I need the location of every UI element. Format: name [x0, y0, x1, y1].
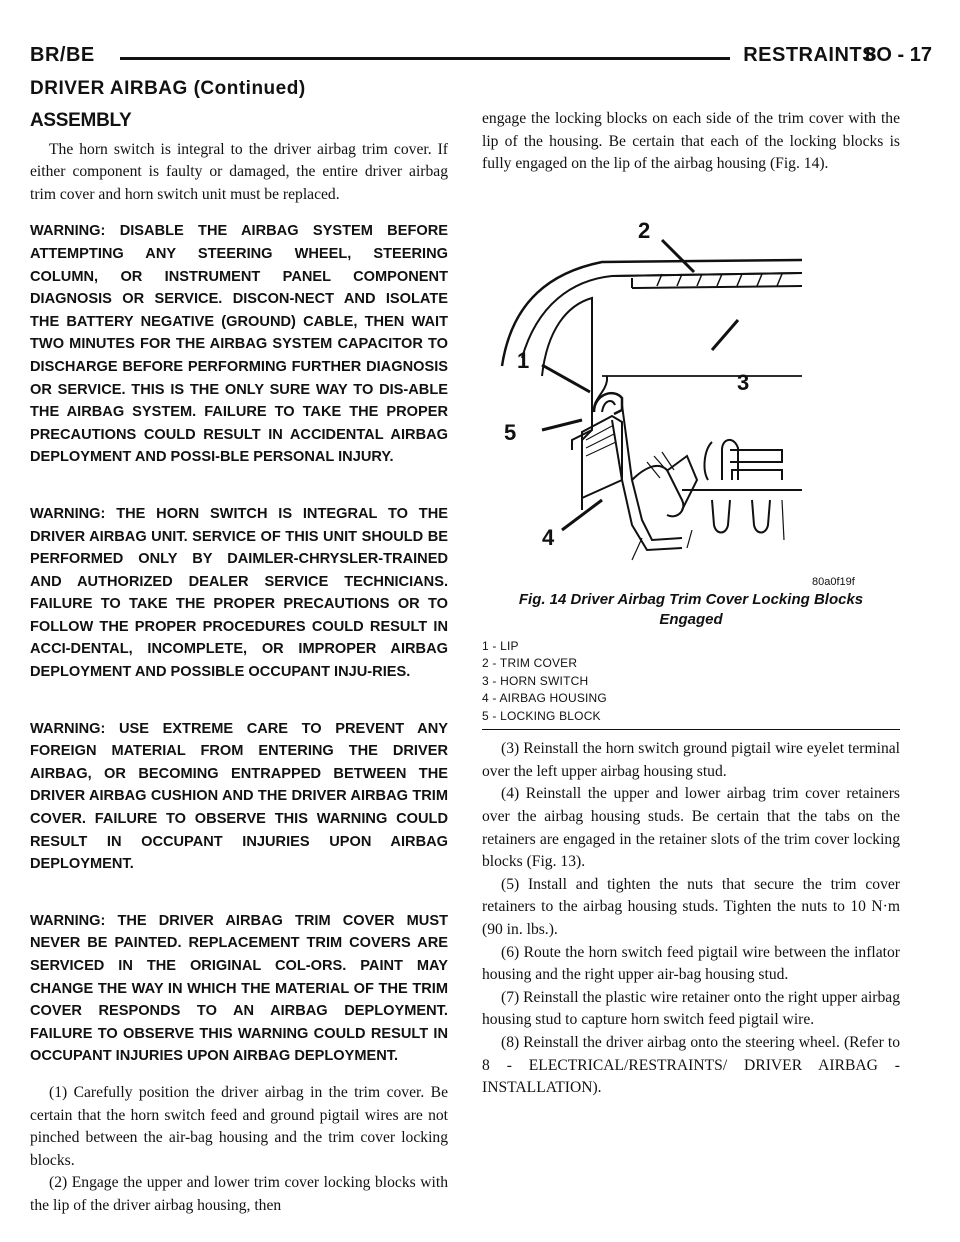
step-1: (1) Carefully position the driver airbag in the trim cover. Be certain that the horn switch feed and ground pigtail wires are not pinched between the air-bag housing and the trim cover locking blocks.	[30, 1083, 448, 1169]
assembly-heading: ASSEMBLY	[30, 110, 132, 131]
step-6: (6) Route the horn switch feed pigtail wire between the inflator housing and the right upper air-bag housing stud.	[482, 943, 900, 984]
legend-item: 5 - LOCKING BLOCK	[482, 708, 601, 723]
warning-never-paint: WARNING: THE DRIVER AIRBAG TRIM COVER MUST NEVER BE PAINTED. REPLACEMENT TRIM COVERS ARE SERVICED IN THE ORIGINAL COL-ORS. PAINT MAY CHANGE THE WAY IN WHICH THE MATERIAL OF THE TRIM COVER RESPONDS TO AN AIRBAG DEPLOYMENT. FAILURE TO OBSERVE THIS WARNING COULD RESULT IN OCCUPANT INJURIES UPON AIRBAG DEPLOYMENT.	[30, 912, 448, 1065]
legend-item: 2 - TRIM COVER	[482, 656, 578, 671]
step-4: (4) Reinstall the upper and lower airbag trim cover retainers over the airbag housing studs. Be certain that the tabs on the retainers are engaged in the retainer slots of the trim cover locking blocks (Fig. 13).	[482, 785, 900, 871]
legend-item: 1 - LIP	[482, 638, 519, 653]
airbag-locking-block-illustration	[482, 180, 900, 590]
step-5: (5) Install and tighten the nuts that secure the trim cover retainers to the airbag housing studs. Tighten the nuts to 10 N·m (90 in. lbs.).	[482, 875, 900, 939]
step-7: (7) Reinstall the plastic wire retainer onto the right upper airbag housing stud to capture horn switch feed pigtail wire.	[482, 988, 900, 1029]
figure-caption	[482, 590, 900, 630]
section-continued-title: DRIVER AIRBAG (Continued)	[30, 78, 306, 99]
header-page-number: 8O - 17	[865, 44, 932, 66]
callout-4: 4	[542, 524, 555, 550]
header-model: BR/BE	[30, 44, 95, 66]
callout-2: 2	[638, 217, 651, 243]
figure-code: 80a0f19f	[812, 575, 855, 588]
warning-horn-switch: WARNING: THE HORN SWITCH IS INTEGRAL TO THE DRIVER AIRBAG UNIT. SERVICE OF THIS UNIT SHOULD BE PERFORMED ONLY BY DAIMLER-CHRYSLER-TRAINED AND AUTHORIZED DEALER SERVICE TECHNICIANS. FAILURE TO TAKE THE PROPER PRECAUTIONS OR TO FOLLOW THE PROPER PROCEDURES COULD RESULT IN ACCI-DENTAL, INCOMPLETE, OR IMPROPER AIRBAG DEPLOYMENT AND POSSIBLE OCCUPANT INJU-RIES.	[30, 505, 448, 681]
right-column	[482, 108, 900, 1100]
figure-14	[482, 180, 900, 590]
step-8: (8) Reinstall the driver airbag onto the steering wheel. (Refer to 8 - ELECTRICAL/RESTRAINTS/ DRIVER AIRBAG - INSTALLATION).	[482, 1034, 900, 1097]
warning-disable-airbag: WARNING: DISABLE THE AIRBAG SYSTEM BEFORE ATTEMPTING ANY STEERING WHEEL, STEERING COLUMN, OR INSTRUMENT PANEL COMPONENT DIAGNOSIS OR SERVICE. DISCON-NECT AND ISOLATE THE BATTERY NEGATIVE (GROUND) CABLE, THEN WAIT TWO MINUTES FOR THE AIRBAG SYSTEM CAPACITOR TO DISCHARGE BEFORE PERFORMING FURTHER DIAGNOSIS OR SERVICE. THIS IS THE ONLY SURE WAY TO DIS-ABLE THE AIRBAG SYSTEM. FAILURE TO TAKE THE PROPER PRECAUTIONS COULD RESULT IN ACCIDENTAL AIRBAG DEPLOYMENT AND POSSI-BLE PERSONAL INJURY.	[30, 223, 448, 466]
header-rule	[120, 57, 730, 60]
warning-foreign-material: WARNING: USE EXTREME CARE TO PREVENT ANY FOREIGN MATERIAL FROM ENTERING THE DRIVER AIRBAG, OR BECOMING ENTRAPPED BETWEEN THE DRIVER AIRBAG CUSHION AND THE DRIVER AIRBAG TRIM COVER. FAILURE TO OBSERVE THIS WARNING COULD RESULT IN OCCUPANT INJURIES UPON AIRBAG DEPLOYMENT.	[30, 720, 448, 873]
step-2-continued: engage the locking blocks on each side of the trim cover with the lip of the housing. Be certain that each of the locking blocks is fully engaged on the lip of the airbag housing (Fig. 14).	[482, 110, 900, 173]
legend-item: 3 - HORN SWITCH	[482, 673, 589, 688]
figure-caption-line-2: Engaged	[659, 610, 723, 628]
legend-item: 4 - AIRBAG HOUSING	[482, 691, 607, 706]
figure-caption-line-1: Fig. 14 Driver Airbag Trim Cover Locking Blocks	[518, 590, 864, 608]
step-2-start: (2) Engage the upper and lower trim cover locking blocks with the lip of the driver airbag housing, then	[30, 1174, 448, 1214]
callout-1: 1	[517, 347, 530, 373]
step-3: (3) Reinstall the horn switch ground pigtail wire eyelet terminal over the left upper airbag housing stud.	[482, 740, 900, 780]
callout-3: 3	[737, 369, 750, 395]
figure-legend	[482, 638, 900, 731]
left-column	[30, 110, 448, 1218]
header-section: RESTRAINTS	[743, 44, 876, 66]
callout-5: 5	[504, 419, 517, 445]
assembly-intro: The horn switch is integral to the driver airbag trim cover. If either component is faulty or damaged, the entire driver airbag trim cover and horn switch unit must be replaced.	[30, 140, 448, 203]
